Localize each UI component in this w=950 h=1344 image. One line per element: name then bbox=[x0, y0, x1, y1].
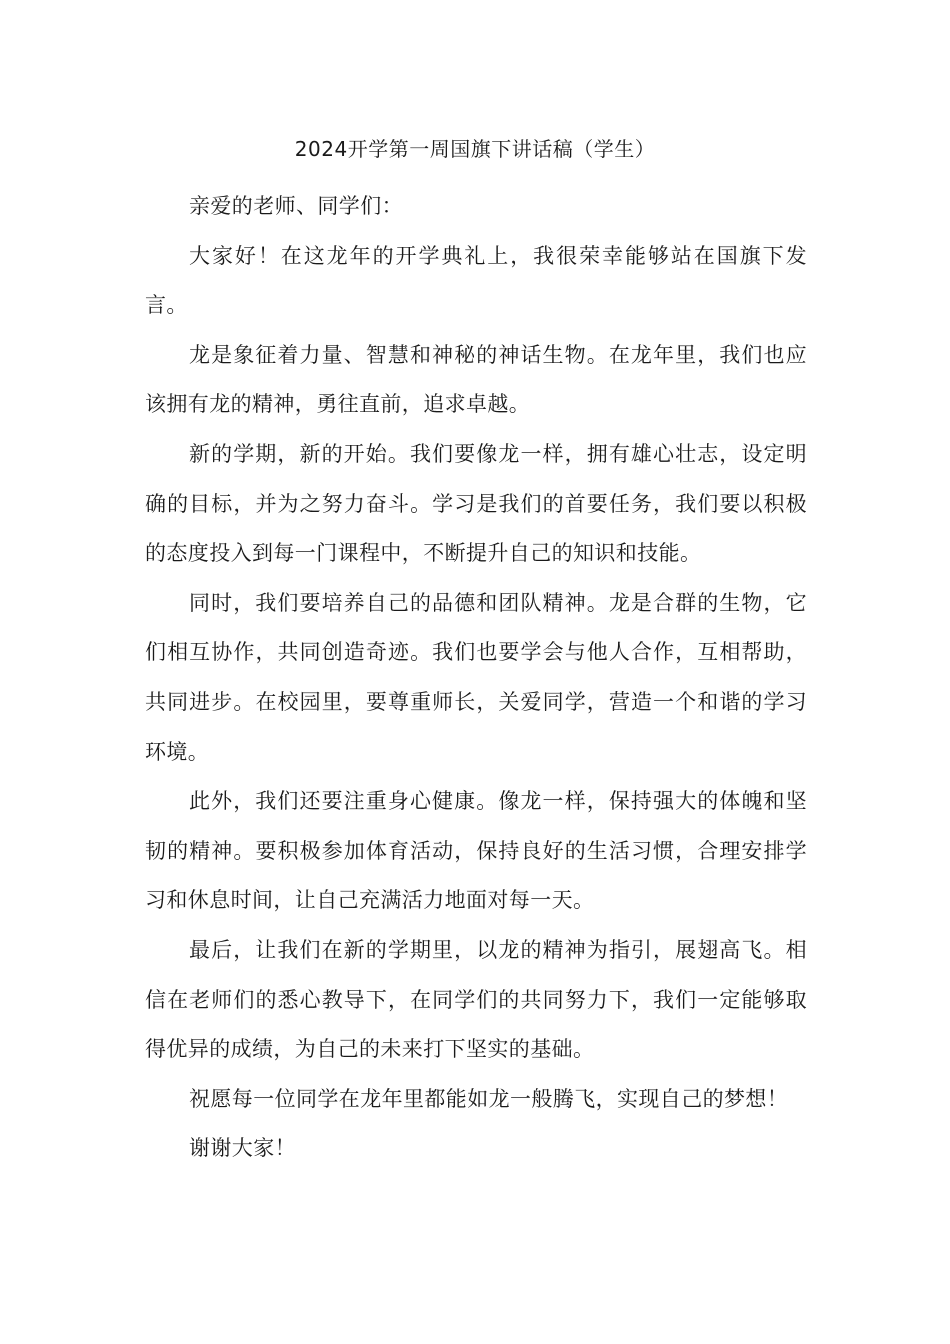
paragraph-teamwork: 同时，我们要培养自己的品德和团队精神。龙是合群的生物，它们相互协作，共同创造奇迹。我们也要学会与他人合作，互相帮助，共同进步。在校园里，要尊重师长，关爱同学，营造一个和谐的学习环境。 bbox=[145, 590, 807, 764]
salutation: 亲爱的老师、同学们： bbox=[189, 194, 403, 218]
paragraph-health: 此外，我们还要注重身心健康。像龙一样，保持强大的体魄和坚韧的精神。要积极参加体育活动，保持良好的生活习惯，合理安排学习和休息时间，让自己充满活力地面对每一天。 bbox=[145, 789, 807, 913]
document-title: 2024开学第一周国旗下讲话稿（学生） bbox=[294, 137, 656, 161]
paragraph-conclusion: 最后，让我们在新的学期里，以龙的精神为指引，展翅高飞。相信在老师们的悉心教导下，在同学们的共同努力下，我们一定能够取得优异的成绩，为自己的未来打下坚实的基础。 bbox=[145, 937, 807, 1062]
paragraph-greeting: 大家好！在这龙年的开学典礼上，我很荣幸能够站在国旗下发言。 bbox=[145, 243, 807, 318]
paragraph-dragon-symbol: 龙是象征着力量、智慧和神秘的神话生物。在龙年里，我们也应该拥有龙的精神，勇往直前，追求卓越。 bbox=[145, 342, 807, 417]
document-body bbox=[145, 182, 807, 1174]
closing-thanks: 谢谢大家！ bbox=[189, 1136, 296, 1161]
paragraph-wishes: 祝愿每一位同学在龙年里都能如龙一般腾飞，实现自己的梦想！ bbox=[189, 1086, 789, 1111]
paragraph-new-semester: 新的学期，新的开始。我们要像龙一样，拥有雄心壮志，设定明确的目标，并为之努力奋斗。学习是我们的首要任务，我们要以积极的态度投入到每一门课程中，不断提升自己的知识和技能。 bbox=[145, 441, 807, 566]
